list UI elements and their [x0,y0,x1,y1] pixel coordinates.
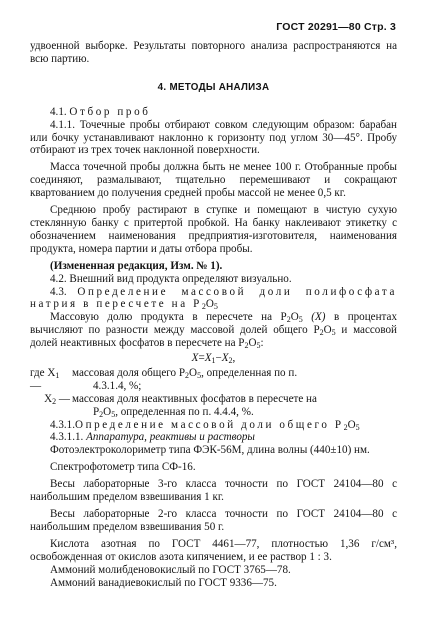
subscript: 5 [197,370,202,380]
text-run: : [260,337,264,350]
list-item: Спектрофотометр типа СФ-16. [50,461,196,474]
text-run: O [290,311,299,324]
subsection-title: Отбор проб [69,105,151,118]
definition-label [30,367,72,393]
subscript: 2 [52,396,57,406]
subscript: 5 [256,341,261,351]
subscript: 2 [343,422,348,432]
subsection-4-3-1-heading [30,419,397,432]
subscript: 5 [331,328,336,338]
page-header: ГОСТ 20291—80 Стр. 3 [276,21,396,33]
text-run: O [248,337,257,350]
subscript: 2 [228,356,233,366]
subsection-number: 4.3. [50,285,67,298]
punctuation: , [232,352,236,365]
list-item: Аммоний молибденовокислый по ГОСТ 3765—78. [50,563,291,576]
text-run: в процентах вычисляют по разности между массовой долей общего P [30,311,397,337]
subsection-title-a: Определение массовой доли полифосфата [77,285,397,298]
subsection-number: 4.1. [50,105,67,118]
intro-paragraph: удвоенной выборке. Результаты повторного анализа распространяются на всю партию. [30,40,397,65]
list-item: Весы лабораторные 2-го класса точности по ГОСТ 24104—80 с наибольшим пределом взвешивания 50 г. [30,508,397,533]
subscript: 1 [55,370,60,380]
text-run: — [56,392,70,405]
section-heading: 4. МЕТОДЫ АНАЛИЗА [157,81,270,93]
text-run: массовая доля общего P [72,366,186,379]
list-item: Аммоний ванадиевокислый по ГОСТ 9336—75. [50,576,277,589]
subscript: 5 [298,315,303,325]
text-run: O [323,324,332,337]
variable: (X) [311,311,326,324]
text-run: массовая доля неактивных фосфатов в пересчете на [72,392,317,405]
subscript: 5 [355,422,360,432]
text-run: — [30,379,42,392]
definition-label [30,393,72,419]
text-run: и массовой долей неактивных фосфатов в пересчете на P [30,324,397,350]
list-item: Весы лабораторные 3-го класса точности по ГОСТ 24104—80 с наибольшим пределом взвешивания 1 кг. [30,478,397,504]
variable: X [221,352,229,365]
subsection-title: Определение массовой доли общего P [74,418,344,431]
subscript: 2 [244,341,249,351]
text-run: O [103,405,112,418]
paragraph-4-2: 4.2. Внешний вид продукта определяют визуально. [50,272,292,285]
paragraph-sample-mass: Масса точечной пробы должна быть не менее 100 г. Отобранные пробы соединяют, размалывают, тщательно перемешивают и сокращают квартованием до получения средней пробы массой не менее 0,5 кг. [30,161,397,200]
subscript: 2 [286,315,291,325]
document-body [30,40,397,589]
text-run: X [44,392,53,405]
subsection-4-3-1-1-heading [30,431,397,444]
definition-x2 [30,393,397,419]
text-run: O [189,366,198,379]
list-item: Фотоэлектроколориметр типа ФЭК-56М, длина волны (440±10) нм. [50,444,370,457]
formula-part: O [347,418,356,431]
subsection-title: Аппаратура, реактивы и растворы [86,431,255,444]
formula-part: O [205,298,214,311]
text-run: 4.3.1.4, %; [93,379,142,392]
subscript: 2 [201,302,206,312]
subscript: 2 [99,409,104,419]
definition-text [72,393,397,419]
paragraph-4-3 [30,311,397,350]
subscript: 5 [213,302,218,312]
formula [30,352,397,365]
subscript: 5 [111,409,116,419]
text-run: , определенная по п. 4.4.4, %. [115,405,254,418]
text-run: Массовую долю продукта в пересчете на P [50,311,287,324]
paragraph-average-sample: Среднюю пробу растирают в ступке и помещают в чистую сухую стеклянную банку с притертой пробкой. На банку наклеивают этикетку с обозначением наименования предприятия-изготовителя, наименования продукта, номера партии и даты отбора пробы. [30,204,397,255]
subscript: 2 [185,370,190,380]
definition-x1 [30,367,397,393]
text-run: P [93,405,100,418]
subsection-title-b: натрия в пересчете на P [30,298,202,311]
subscript: 1 [211,356,216,366]
text-run: где X [30,366,56,379]
operator: − [215,352,222,365]
list-item: Кислота азотная по ГОСТ 4461—77, плотностью 1,36 г/см³, освобожденная от окислов азота кипячением, и ее раствор 1 : 3. [30,537,397,563]
subsection-4-1-heading [30,106,397,119]
subscript: 2 [319,328,324,338]
variable: X [191,352,199,365]
text-run: , определенная по п. [201,366,298,379]
subsection-4-3-heading [30,286,397,312]
paragraph-4-1-1: 4.1.1. Точечные пробы отбирают совком следующим образом: барабан или бочку устанавливают наклонно к горизонту под углом 30—45°. Пробу отбирают из трех точек наклонной поверхности. [30,118,397,157]
subsection-number: 4.3.1.1. [50,431,84,444]
operator: = [198,352,205,365]
subsection-number: 4.3.1. [50,418,75,431]
definition-text [72,367,397,393]
variable: X [204,352,212,365]
amendment-note: (Измененная редакция, Изм. № 1). [50,259,223,272]
